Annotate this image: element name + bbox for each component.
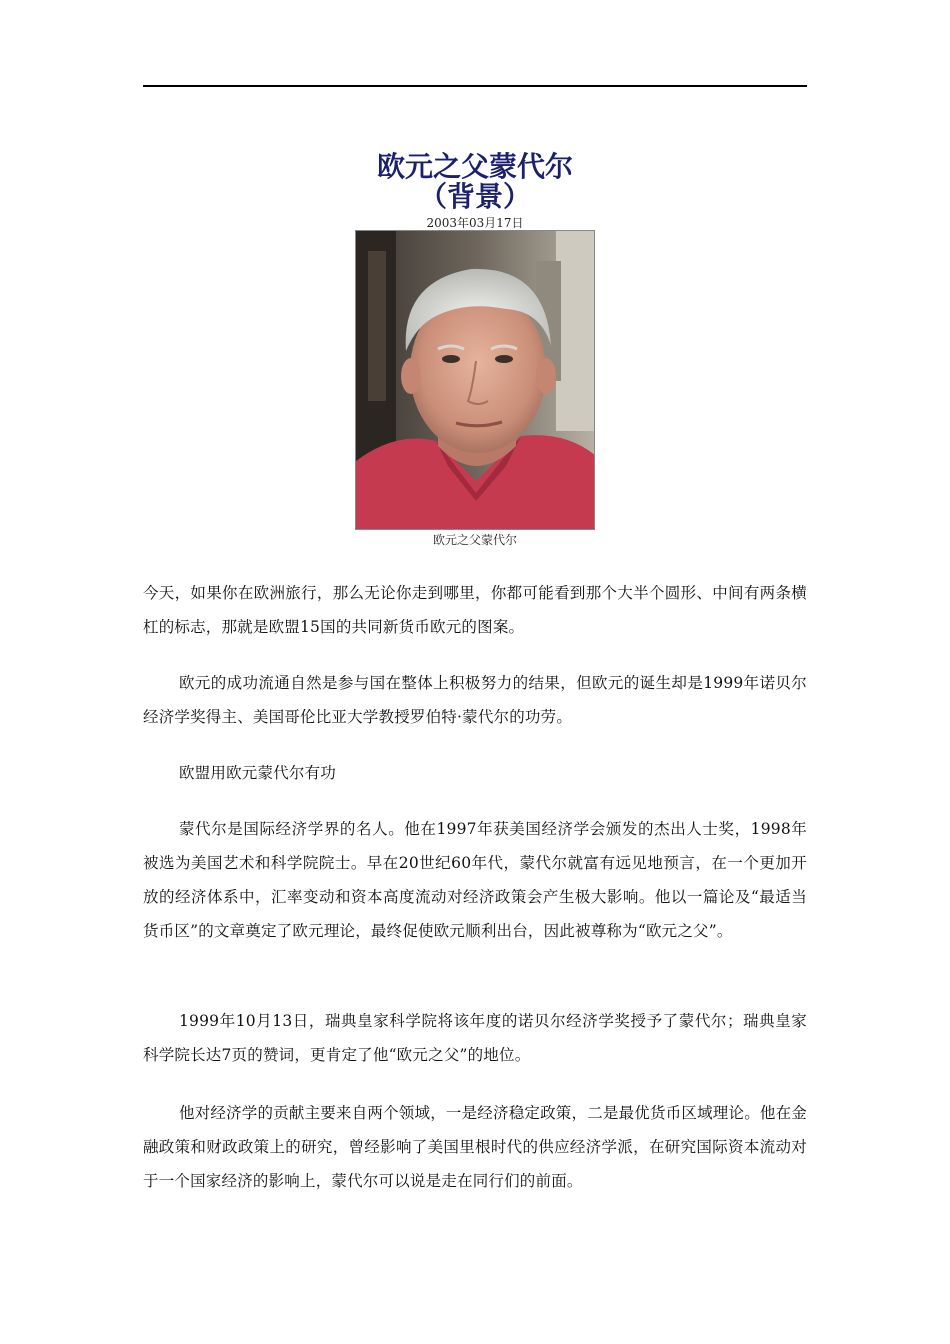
paragraph-3: 蒙代尔是国际经济学界的名人。他在1997年获美国经济学会颁发的杰出人士奖，1998年被选为美国艺术和科学院院士。早在20世纪60年代，蒙代尔就富有远见地预言，在一个更加开放的经济体系中，汇率变动和资本高度流动对经济政策会产生极大影响。他以一篇论及“最适当货币区”的文章奠定了欧元理论，最终促使欧元顺利出台，因此被尊称为“欧元之父”。 bbox=[143, 820, 807, 940]
publish-date: 2003年03月17日 bbox=[426, 216, 524, 230]
top-rule bbox=[143, 85, 807, 87]
paragraph-5: 他对经济学的贡献主要来自两个领域，一是经济稳定政策，二是最优货币区域理论。他在金融政策和财政政策上的研究，曾经影响了美国里根时代的供应经济学派，在研究国际资本流动对于一个国家经济的影响上，蒙代尔可以说是走在同行们的前面。 bbox=[143, 1104, 808, 1190]
paragraph-4: 1999年10月13日，瑞典皇家科学院将该年度的诺贝尔经济学奖授予了蒙代尔；瑞典皇家科学院长达7页的赞词，更肯定了他“欧元之父”的地位。 bbox=[143, 1012, 807, 1064]
paragraph-2: 欧元的成功流通自然是参与国在整体上积极努力的结果，但欧元的诞生却是1999年诺贝尔经济学奖得主、美国哥伦比亚大学教授罗伯特·蒙代尔的功劳。 bbox=[143, 674, 807, 726]
portrait-photo bbox=[355, 230, 595, 530]
photo-caption: 欧元之父蒙代尔 bbox=[432, 533, 517, 547]
article-subtitle: （背景） bbox=[418, 180, 531, 213]
article-title: 欧元之父蒙代尔 bbox=[376, 150, 573, 183]
paragraph-1: 今天，如果你在欧洲旅行，那么无论你走到哪里，你都可能看到那个大半个圆形、中间有两条横杠的标志，那就是欧盟15国的共同新货币欧元的图案。 bbox=[143, 584, 807, 636]
section-heading: 欧盟用欧元蒙代尔有功 bbox=[179, 764, 337, 782]
